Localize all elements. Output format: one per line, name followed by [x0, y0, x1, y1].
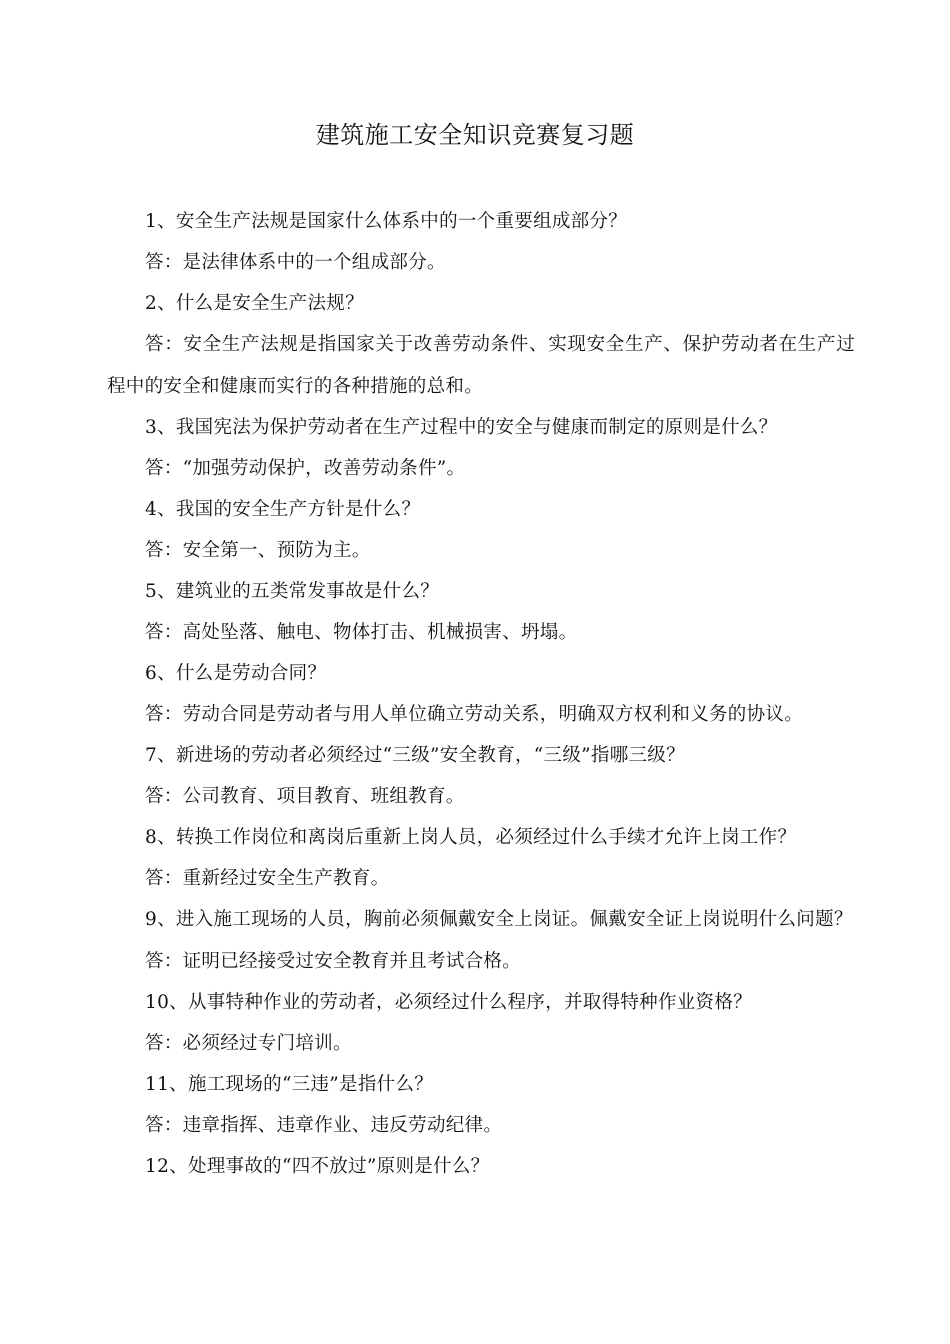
question-1: 1、安全生产法规是国家什么体系中的一个重要组成部分？: [145, 211, 628, 232]
answer-7: 答：公司教育、项目教育、班组教育。: [145, 786, 465, 807]
question-2: 2、什么是安全生产法规？: [145, 293, 364, 314]
answer-11: 答：违章指挥、违章作业、违反劳动纪律。: [145, 1114, 503, 1136]
answer-9: 答：证明已经接受过安全教育并且考试合格。: [145, 950, 522, 972]
answer-5: 答：高处坠落、触电、物体打击、机械损害、坍塌。: [145, 622, 578, 643]
question-5: 5、建筑业的五类常发事故是什么？: [145, 581, 440, 602]
answer-3: 答：“加强劳动保护，改善劳动条件”。: [145, 458, 466, 479]
question-3: 3、我国宪法为保护劳动者在生产过程中的安全与健康而制定的原则是什么？: [145, 417, 778, 438]
answer-6: 答：劳动合同是劳动者与用人单位确立劳动关系，明确双方权利和义务的协议。: [145, 704, 804, 725]
answer-2: 答：安全生产法规是指国家关于改善劳动条件、实现安全生产、保护劳动者在生产过程中的安全和健康而实行的各种措施的总和。: [107, 334, 855, 397]
answer-8: 答：重新经过安全生产教育。: [145, 868, 390, 889]
answer-1: 答：是法律体系中的一个组成部分。: [145, 252, 446, 273]
document-body: [107, 201, 855, 1187]
question-4: 4、我国的安全生产方针是什么？: [145, 499, 421, 520]
question-9: 9、进入施工现场的人员，胸前必须佩戴安全上岗证。佩戴安全证上岗说明什么问题？: [145, 909, 853, 930]
answer-10: 答：必须经过专门培训。: [145, 1032, 352, 1054]
answer-4: 答：安全第一、预防为主。: [145, 540, 371, 561]
document-title: 建筑施工安全知识竞赛复习题: [315, 121, 635, 149]
question-8: 8、转换工作岗位和离岗后重新上岗人员，必须经过什么手续才允许上岗工作？: [145, 827, 797, 848]
question-12: 12、处理事故的“四不放过”原则是什么？: [145, 1155, 490, 1177]
question-6: 6、什么是劳动合同？: [145, 663, 327, 684]
question-7: 7、新进场的劳动者必须经过“三级”安全教育，“三级”指哪三级？: [145, 745, 685, 766]
question-10: 10、从事特种作业的劳动者，必须经过什么程序，并取得特种作业资格？: [145, 991, 752, 1013]
question-11: 11、施工现场的“三违”是指什么？: [145, 1073, 434, 1095]
